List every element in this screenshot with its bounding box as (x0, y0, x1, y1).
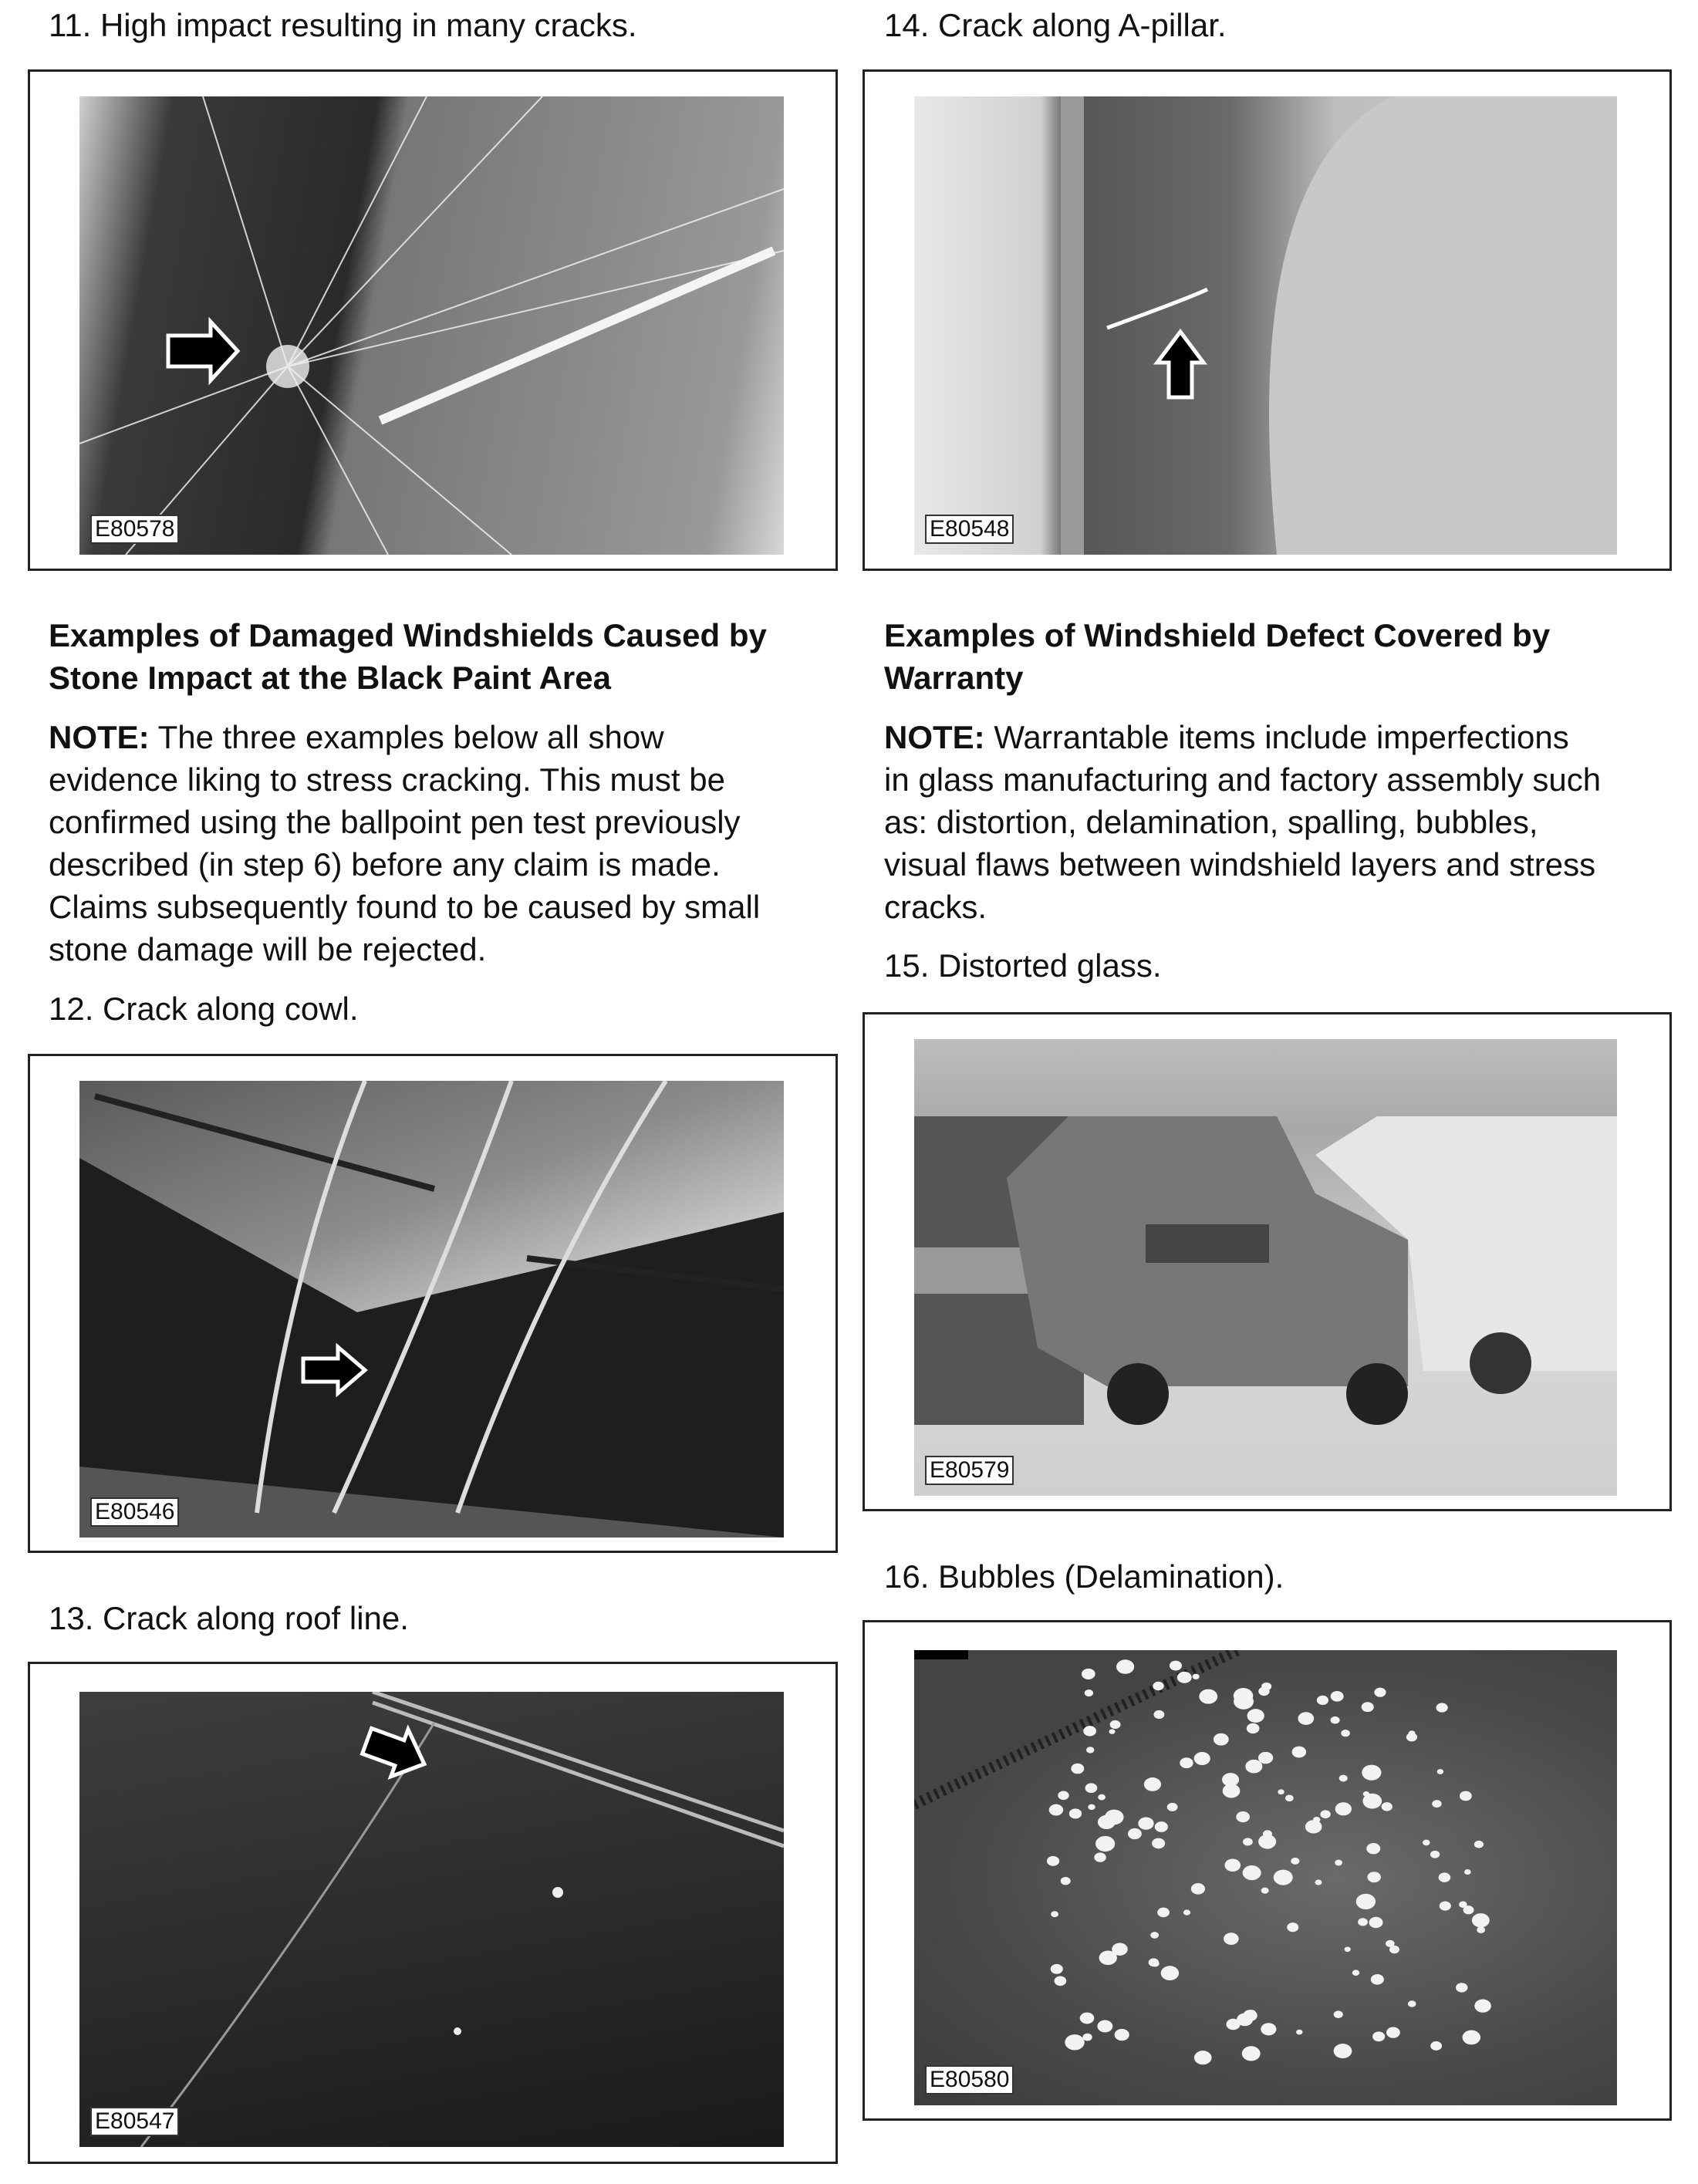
photo-crack-along-roof-line (79, 1692, 784, 2147)
bubble-mark (1436, 1703, 1447, 1712)
note-text: cracks. (884, 889, 987, 925)
bubble-mark (1243, 1865, 1261, 1880)
step-14-caption: 14. Crack along A-pillar. (884, 7, 1227, 43)
bubble-mark (1247, 1709, 1264, 1723)
bubble-mark (1223, 1784, 1241, 1797)
figure-frame-e80547 (28, 1662, 838, 2164)
bubble-mark (1069, 1808, 1082, 1818)
note-text: evidence liking to stress cracking. This must be (49, 761, 725, 798)
bubble-mark (1161, 1966, 1179, 1980)
bubble-mark (1334, 2044, 1352, 2058)
bubble-mark (1345, 1946, 1351, 1952)
bubble-mark (1430, 1851, 1440, 1858)
bubble-mark (1460, 1791, 1472, 1801)
bubble-mark (1263, 1830, 1272, 1838)
bubble-mark (1339, 1775, 1348, 1782)
bubble-mark (1320, 1810, 1330, 1818)
bubble-mark (1247, 1723, 1260, 1733)
bubble-mark (1366, 1843, 1380, 1854)
note-text: described (in step 6) before any claim is made. (49, 846, 721, 883)
bubble-mark (1474, 1841, 1484, 1848)
bubble-mark (1439, 1872, 1451, 1882)
bubble-mark (1258, 1752, 1273, 1764)
bubble-mark (1170, 1661, 1182, 1671)
bubble-mark (1258, 1687, 1269, 1696)
figure-frame-e80548 (863, 69, 1672, 571)
bubble-mark (1236, 1811, 1250, 1822)
bubble-mark (1386, 2027, 1400, 2038)
bubble-mark (1083, 1726, 1096, 1736)
bubble-mark (1080, 2013, 1095, 2024)
bubble-mark (1065, 2034, 1084, 2050)
note-text: The three examples below all show (149, 719, 664, 755)
bubble-mark (1261, 2023, 1276, 2035)
bubble-mark (1199, 1689, 1217, 1704)
bubble-mark (1363, 1791, 1370, 1797)
bubble-mark (1463, 2030, 1480, 2045)
bubble-mark (1086, 1747, 1094, 1753)
bubble-mark (1317, 1696, 1328, 1705)
bubble-mark (1146, 1819, 1153, 1825)
bubble-mark (1051, 1964, 1063, 1974)
photo-high-impact-cracks (79, 96, 784, 555)
note-text: confirmed using the ballpoint pen test previously (49, 804, 741, 840)
note-text: Claims subsequently found to be caused by small (49, 889, 761, 925)
heading-line: Examples of Damaged Windshields Caused by (49, 617, 767, 653)
figure-frame-e80578 (28, 69, 838, 571)
bubble-mark (1183, 1909, 1190, 1915)
bubble-mark (1261, 1838, 1274, 1848)
bubble-mark (1335, 1860, 1342, 1866)
note-stone-impact (49, 716, 874, 970)
bubble-mark (1224, 1859, 1241, 1872)
figure-label: E80578 (90, 515, 179, 544)
photo-distorted-glass (914, 1039, 1617, 1496)
bubble-mark (1194, 2051, 1212, 2064)
bubble-mark (1047, 1856, 1059, 1866)
photo-crack-along-cowl (79, 1081, 784, 1538)
bubble-mark (1094, 1852, 1106, 1862)
bubble-mark (1167, 1803, 1178, 1811)
bubble-mark (1432, 1800, 1441, 1808)
bubble-mark (1110, 1720, 1121, 1729)
figure-frame-e80546 (28, 1054, 838, 1553)
bubble-mark (1352, 1970, 1360, 1976)
figure-frame-e80580 (863, 1620, 1672, 2121)
bubble-mark (1313, 1817, 1321, 1823)
bubble-mark (1331, 1716, 1340, 1724)
figure-label: E80547 (90, 2107, 179, 2136)
note-label: NOTE: (49, 719, 150, 755)
bubble-mark (1296, 2030, 1302, 2035)
bubble-mark (1049, 1804, 1064, 1816)
figure-frame-e80579 (863, 1012, 1672, 1511)
figure-label: E80579 (925, 1456, 1014, 1485)
arrow-icon (168, 322, 238, 380)
bubble-mark (1440, 1902, 1451, 1911)
bubble-mark (1085, 1689, 1093, 1696)
bubble-mark (1243, 1838, 1253, 1845)
bubble-mark (1214, 1733, 1229, 1746)
step-11-caption: 11. High impact resulting in many cracks. (49, 7, 637, 43)
step-16-caption: 16. Bubbles (Delamination). (884, 1558, 1284, 1595)
bubble-mark (1358, 1918, 1368, 1926)
heading-line: Warranty (884, 660, 1024, 696)
bubble-mark (1226, 2019, 1240, 2030)
bubble-mark (1341, 1730, 1350, 1737)
bubble-mark (1157, 1908, 1170, 1918)
bubble-mark (1456, 1983, 1467, 1992)
bubble-mark (1224, 1933, 1239, 1945)
bubble-mark (1371, 1974, 1384, 1985)
bubble-mark (1099, 1950, 1117, 1965)
bubble-mark (1242, 2046, 1261, 2061)
bubble-mark (1248, 2010, 1256, 2016)
bubble-mark (1335, 1802, 1352, 1815)
bubble-mark (1382, 1802, 1392, 1811)
figure-label: E80548 (925, 515, 1014, 544)
bubble-mark (1386, 1940, 1395, 1947)
bubble-mark (1115, 2029, 1129, 2041)
note-text: visual flaws between windshield layers and stress (884, 846, 1596, 883)
bubble-mark (1095, 1836, 1115, 1852)
bubble-mark (1464, 1869, 1471, 1875)
bubble-mark (1071, 1764, 1084, 1774)
photo-crack-along-a-pillar (914, 96, 1617, 555)
bubble-mark (1278, 1789, 1284, 1794)
bubble-mark (1474, 2000, 1491, 2013)
bubble-mark (1245, 1760, 1262, 1774)
bubble-mark (1315, 1879, 1322, 1885)
bubble-mark (1153, 1710, 1164, 1719)
bubble-mark (1105, 1810, 1124, 1825)
bubble-mark (1191, 1883, 1205, 1895)
bubble-mark (1144, 1777, 1161, 1791)
bubble-mark (1155, 1821, 1168, 1832)
bubble-mark (1177, 1672, 1192, 1683)
heading-line: Stone Impact at the Black Paint Area (49, 660, 611, 696)
bubble-mark (1331, 1691, 1344, 1702)
bubble-mark (1372, 2031, 1385, 2041)
bubble-mark (1292, 1747, 1307, 1758)
section-heading-stone-impact (49, 614, 866, 699)
bubble-mark (1234, 1688, 1254, 1703)
bubble-mark (1459, 1901, 1467, 1907)
bubble-mark (1128, 1828, 1142, 1839)
bubble-mark (1055, 1976, 1067, 1987)
bubble-mark (1408, 2000, 1416, 2007)
figure-label: E80546 (90, 1497, 179, 1527)
bubble-mark (1437, 1769, 1443, 1774)
bubble-mark (1088, 1804, 1095, 1811)
photo-bubbles-delamination (914, 1650, 1617, 2105)
bubble-mark (1287, 1922, 1298, 1932)
bubble-mark (1362, 1765, 1381, 1781)
bubble-mark (1085, 1783, 1098, 1793)
bubble-mark (1097, 2020, 1112, 2033)
bubble-mark (1406, 1733, 1417, 1741)
bubble-mark (1194, 1752, 1210, 1765)
bubble-mark (1298, 1712, 1314, 1725)
bubble-mark (1472, 1913, 1490, 1927)
note-text: as: distortion, delamination, spalling, bubbles, (884, 804, 1538, 840)
bubble-mark (1305, 1820, 1322, 1833)
bubble-mark (1369, 1917, 1383, 1928)
bubble-mark (1374, 1688, 1386, 1697)
step-15-caption: 15. Distorted glass. (884, 947, 1162, 984)
bubble-mark (1362, 1702, 1374, 1712)
heading-line: Examples of Windshield Defect Covered by (884, 617, 1551, 653)
bubble-mark (1082, 2034, 1092, 2041)
bubble-mark (1334, 2010, 1343, 2018)
note-text: Warrantable items include imperfections (984, 719, 1569, 755)
bubble-mark (1061, 1877, 1071, 1885)
bubble-mark (1274, 1870, 1293, 1885)
step-13-caption: 13. Crack along roof line. (49, 1600, 409, 1636)
bubble-mark (1058, 1791, 1068, 1801)
note-warranty (884, 716, 1698, 928)
arrow-icon (1157, 332, 1203, 397)
bubble-mark (1149, 1958, 1159, 1966)
bubble-mark (1152, 1838, 1165, 1849)
section-heading-warranty (884, 614, 1698, 699)
note-text: in glass manufacturing and factory assembly such (884, 761, 1602, 798)
bubble-mark (1356, 1894, 1376, 1909)
arrow-icon (358, 1717, 433, 1785)
bubble-mark (1367, 1872, 1380, 1882)
bubble-mark (1150, 1932, 1159, 1939)
bubble-mark (1082, 1669, 1095, 1679)
bubble-mark (1285, 1794, 1294, 1801)
bubble-mark (1193, 1674, 1200, 1679)
note-label: NOTE: (884, 719, 985, 755)
bubble-mark (1098, 1794, 1106, 1801)
bubble-mark (1423, 1840, 1430, 1846)
bubble-mark (1291, 1858, 1299, 1865)
step-12-caption: 12. Crack along cowl. (49, 991, 359, 1027)
bubble-mark (1051, 1911, 1058, 1917)
figure-label: E80580 (925, 2065, 1014, 2095)
bubble-mark (1109, 1729, 1116, 1733)
note-text: stone damage will be rejected. (49, 931, 487, 967)
bubble-mark (1430, 2041, 1442, 2051)
bubble-mark (1116, 1659, 1134, 1674)
bubble-mark (1477, 1926, 1485, 1933)
bubble-mark (1261, 1888, 1269, 1894)
bubble-mark (1153, 1682, 1163, 1690)
bubble-mark (1180, 1757, 1193, 1768)
